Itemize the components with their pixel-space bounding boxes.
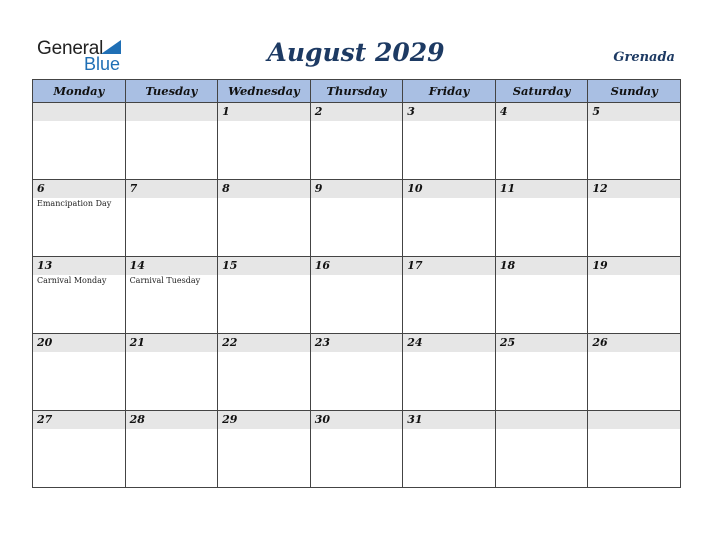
day-number-band <box>403 257 495 275</box>
country-label: Grenada <box>613 50 675 65</box>
calendar-day-cell[interactable] <box>33 180 126 257</box>
day-number: 23 <box>314 336 330 349</box>
day-number: 25 <box>499 336 516 349</box>
day-number: 16 <box>314 259 330 272</box>
calendar-day-cell[interactable] <box>125 103 218 180</box>
day-number: 26 <box>592 336 608 349</box>
calendar-day-cell[interactable] <box>403 334 496 411</box>
day-number-band <box>33 334 125 352</box>
weekday-header: Thursday <box>310 80 403 103</box>
calendar-day-cell[interactable] <box>218 180 311 257</box>
day-number-band <box>311 257 403 275</box>
calendar-grid <box>32 79 681 488</box>
day-number-band <box>588 334 680 352</box>
calendar-day-cell[interactable] <box>33 334 126 411</box>
calendar-day-cell[interactable] <box>495 411 588 488</box>
day-number: 17 <box>407 259 423 272</box>
calendar-week-row <box>33 411 681 488</box>
calendar-day-cell[interactable] <box>588 411 681 488</box>
calendar-day-cell[interactable] <box>33 103 126 180</box>
day-number-band <box>218 180 310 198</box>
calendar-day-cell[interactable] <box>218 411 311 488</box>
calendar-day-cell[interactable] <box>495 103 588 180</box>
day-number: 3 <box>407 105 415 118</box>
day-number-band <box>496 257 588 275</box>
calendar-day-cell[interactable] <box>588 180 681 257</box>
day-number-band <box>311 103 403 121</box>
day-number-band <box>403 180 495 198</box>
weekday-header: Wednesday <box>218 80 311 103</box>
day-number-band <box>33 257 125 275</box>
day-number-band <box>496 334 588 352</box>
day-number-band <box>403 411 495 429</box>
day-number-band <box>588 257 680 275</box>
logo-text-blue: Blue <box>84 54 121 74</box>
day-number-band <box>33 103 125 121</box>
calendar-day-cell[interactable] <box>125 257 218 334</box>
day-number: 31 <box>407 413 423 426</box>
day-number: 28 <box>129 413 145 426</box>
weekday-header: Tuesday <box>125 80 218 103</box>
day-number-band <box>218 103 310 121</box>
weekday-header: Friday <box>403 80 496 103</box>
day-number-band <box>33 180 125 198</box>
calendar-day-cell[interactable] <box>495 180 588 257</box>
day-number: 8 <box>222 182 230 195</box>
day-number-band <box>496 103 588 121</box>
calendar-week-row <box>33 334 681 411</box>
day-number: 29 <box>222 413 238 426</box>
day-number: 24 <box>407 336 423 349</box>
calendar-day-cell[interactable] <box>495 334 588 411</box>
day-number: 13 <box>37 259 53 272</box>
calendar-day-cell[interactable] <box>403 257 496 334</box>
day-number-band <box>496 180 588 198</box>
day-number-band <box>126 257 218 275</box>
day-number-band <box>496 411 588 429</box>
day-number: 5 <box>592 105 601 118</box>
calendar-day-cell[interactable] <box>125 411 218 488</box>
day-number-band <box>311 411 403 429</box>
day-number: 20 <box>37 336 53 349</box>
day-number: 9 <box>314 182 323 195</box>
day-number-band <box>33 411 125 429</box>
calendar-week-row <box>33 180 681 257</box>
day-number-band <box>218 334 310 352</box>
day-number: 10 <box>407 182 423 195</box>
day-number: 19 <box>592 259 608 272</box>
calendar-day-cell[interactable] <box>218 334 311 411</box>
calendar-day-cell[interactable] <box>495 257 588 334</box>
calendar-day-cell[interactable] <box>403 103 496 180</box>
calendar-week-row <box>33 103 681 180</box>
calendar-day-cell[interactable] <box>218 103 311 180</box>
day-number: 21 <box>129 336 145 349</box>
day-number-band <box>311 334 403 352</box>
calendar-day-cell[interactable] <box>310 411 403 488</box>
day-number-band <box>403 103 495 121</box>
calendar-day-cell[interactable] <box>403 180 496 257</box>
day-number-band <box>311 180 403 198</box>
weekday-header: Sunday <box>588 80 681 103</box>
holiday-label: Carnival Monday <box>37 276 107 285</box>
day-number: 7 <box>129 182 138 195</box>
calendar-title: August 2029 <box>267 38 445 67</box>
weekday-header: Monday <box>33 80 126 103</box>
calendar-day-cell[interactable] <box>125 180 218 257</box>
calendar-day-cell[interactable] <box>310 103 403 180</box>
day-number: 30 <box>314 413 330 426</box>
day-number-band <box>588 103 680 121</box>
day-number: 14 <box>129 259 145 272</box>
day-number: 6 <box>37 182 45 195</box>
day-number: 18 <box>499 259 516 272</box>
calendar-week-row <box>33 257 681 334</box>
calendar-day-cell[interactable] <box>218 257 311 334</box>
day-number: 15 <box>222 259 238 272</box>
day-number: 1 <box>222 105 230 118</box>
calendar-day-cell[interactable] <box>588 257 681 334</box>
day-number-band <box>218 257 310 275</box>
day-number-band <box>588 180 680 198</box>
calendar-day-cell[interactable] <box>403 411 496 488</box>
calendar-day-cell[interactable] <box>310 180 403 257</box>
calendar-day-cell[interactable] <box>125 334 218 411</box>
calendar-day-cell[interactable] <box>310 257 403 334</box>
weekday-header: Saturday <box>495 80 588 103</box>
day-number-band <box>126 180 218 198</box>
calendar-day-cell[interactable] <box>588 103 681 180</box>
day-number-band <box>126 334 218 352</box>
day-number: 12 <box>592 182 608 195</box>
day-number: 4 <box>499 105 508 118</box>
day-number: 27 <box>37 413 53 426</box>
holiday-label: Emancipation Day <box>37 199 112 208</box>
calendar-day-cell[interactable] <box>33 411 126 488</box>
day-number: 2 <box>314 105 323 118</box>
calendar-day-cell[interactable] <box>33 257 126 334</box>
holiday-label: Carnival Tuesday <box>129 276 201 285</box>
calendar-day-cell[interactable] <box>310 334 403 411</box>
day-number: 22 <box>222 336 238 349</box>
day-number-band <box>126 411 218 429</box>
logo-text-general: General <box>37 38 104 59</box>
day-number-band <box>126 103 218 121</box>
day-number-band <box>403 334 495 352</box>
day-number-band <box>218 411 310 429</box>
day-number: 11 <box>499 182 516 195</box>
calendar-day-cell[interactable] <box>588 334 681 411</box>
weekday-header-row <box>33 80 681 103</box>
day-number-band <box>588 411 680 429</box>
